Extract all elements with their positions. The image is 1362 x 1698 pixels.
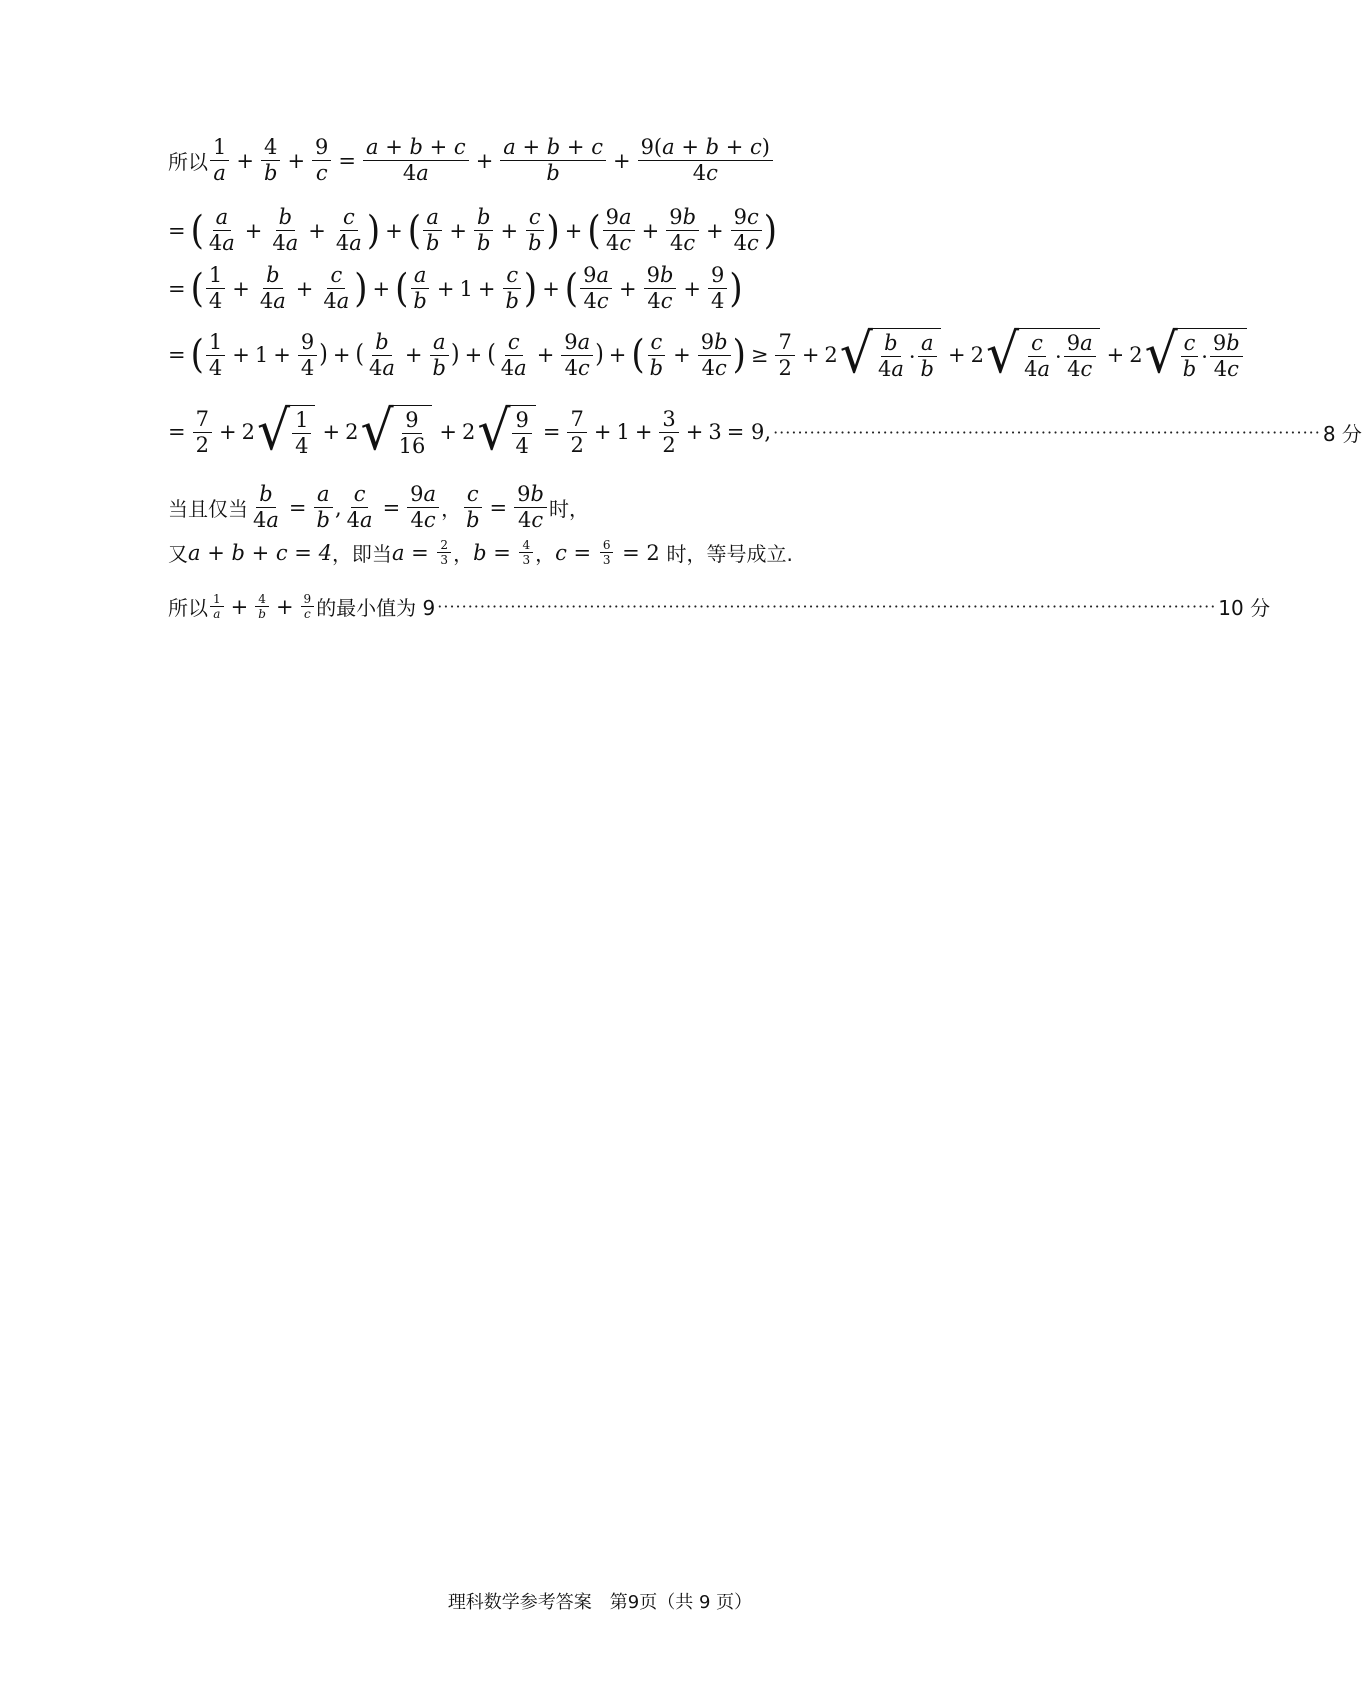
condition: a + b + c = 4 (188, 540, 332, 565)
separator: ， (441, 497, 462, 522)
score-8: 8 分 (1322, 421, 1362, 446)
text-mid: ，即当 (331, 542, 392, 567)
equation-line-3: = ( $\frac{1}{4}$ + $\frac{b}{4a}$ + $\frac{c}{4a}$ ) + ( $\frac{a}{b}$ + 1 + $\frac{c}{b}$ ) + ( $\frac{9a}{4c}$ + $\frac{9b}{4c}$ + $\frac{9}{4}$ ) (168, 263, 743, 314)
equation-line-6: 当且仅当 $\frac{b}{4a}$ = $\frac{a}{b}$ , $\frac{c}{4a}$ = $\frac{9a}{4c}$ ， $\frac{c}{b}$ = $\frac{9b}{4c}$ 时， (168, 482, 589, 533)
equation-line-5: = $\frac{7}{2}$ + 2 √ $\frac{1}{4}$ + 2 √ $\frac{9}{16}$ + 2 √ $\frac{9}{4}$ = $\frac{7}{2}$ + 1 + $\frac{3}{2}$ + 3 = 9, ·························································································· 8 分 (168, 399, 1362, 463)
text-suffix: 时， (548, 497, 589, 522)
text-prefix: 所以 (168, 150, 208, 175)
equation-line-7: 又 a + b + c = 4 ，即当 a = $\frac{2}{3}$ ， b = $\frac{4}{3}$ ， c = $\frac{6}{3}$ = 2 时，等号成立. (168, 538, 793, 568)
equation-line-2: = ( $\frac{a}{4a}$ + $\frac{b}{4a}$ + $\frac{c}{4a}$ ) + ( $\frac{a}{b}$ + $\frac{b}{b}$ + $\frac{c}{b}$ ) + ( $\frac{9a}{4c}$ + $\frac{9b}{4c}$ + $\frac{9c}{4c}$ ) (168, 205, 778, 256)
separator: , (334, 495, 342, 520)
text-suffix: 时，等号成立. (666, 542, 793, 567)
result-text: = 9, (726, 420, 772, 445)
equation-line-8: 所以 $\frac{1}{a}$ + $\frac{4}{b}$ + $\frac{9}{c}$ 的最小值为 9 ································································································································ 10 分 (168, 592, 1271, 622)
equation-line-1: 所以 $\frac{1}{a}$ + $\frac{4}{b}$ + $\frac{9}{c}$ = $\frac{a + b + c}{4a}$ + $\frac{a + b + c}{b}$ + $\frac{9(a + b + c)}{4c}$ (168, 135, 1058, 186)
text-prefix: 所以 (168, 596, 208, 621)
leader-dots: ································································································································ (437, 597, 1217, 617)
text-prefix: 又 (168, 542, 188, 567)
equation-line-4: = ( $\frac{1}{4}$ + 1 + $\frac{9}{4}$ ) + ( $\frac{b}{4a}$ + $\frac{a}{b}$ ) + ( $\frac{c}{4a}$ + $\frac{9a}{4c}$ ) + ( $\frac{c}{b}$ + $\frac{9b}{4c}$ ) ≥ $\frac{7}{2}$ + 2 √ $\frac{b}{4a}$ · $\frac{a}{b}$ + 2 √ $\frac{c}{4a}$ · $\frac{9a}{4c}$ + 2 √ $\frac{c}{b}$ · $\frac{9b}{4c}$ (168, 328, 1058, 382)
score-10: 10 分 (1218, 596, 1271, 621)
text-prefix: 当且仅当 (168, 497, 248, 522)
text-mid: 的最小值为 9 (316, 596, 436, 621)
page-footer: 理科数学参考答案 第9页（共 9 页） (447, 1592, 753, 1613)
leader-dots: ·························································································· (773, 422, 1321, 442)
